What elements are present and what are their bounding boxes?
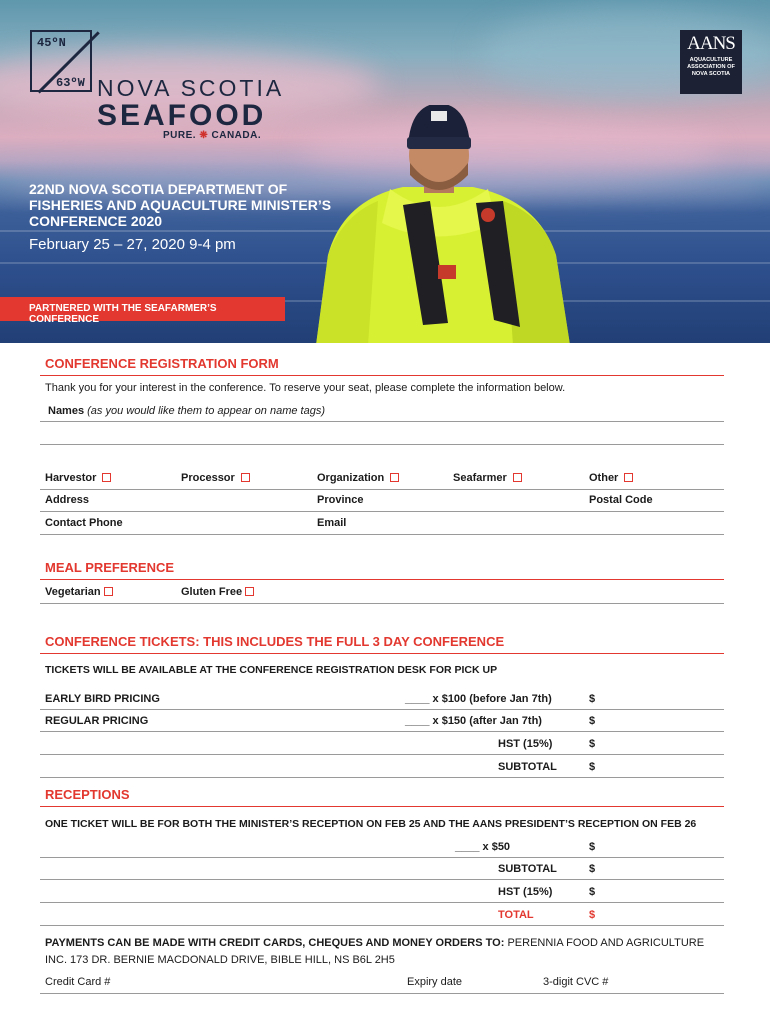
regular-price: ____ x $150 (after Jan 7th) [405,715,542,727]
aans-subtitle: AQUACULTURE ASSOCIATION OF NOVA SCOTIA [687,57,735,77]
category-organization[interactable]: Organization [317,472,399,484]
meal-heading: MEAL PREFERENCE [45,560,175,575]
tickets-hst-label: HST (15%) [498,738,553,750]
total-label: TOTAL [498,909,534,921]
email-label: Email [317,517,347,529]
tickets-notice: TICKETS WILL BE AVAILABLE AT THE CONFERENCE REGISTRATION DESK FOR PICK UP [45,664,498,676]
address-field-line[interactable] [40,511,724,512]
registration-heading: CONFERENCE REGISTRATION FORM [45,356,279,371]
early-bird-label: EARLY BIRD PRICING [45,693,160,705]
reception-subtotal-label: SUBTOTAL [498,863,557,875]
receptions-notice: ONE TICKET WILL BE FOR BOTH THE MINISTER’S RECEPTION ON FEB 25 AND THE AANS PRESIDENT’S RECEPTION ON FEB 26 [45,818,697,830]
names-label: Names [48,405,85,417]
reception-hst-label: HST (15%) [498,886,553,898]
processor-checkbox[interactable] [241,473,250,482]
tickets-subtotal-label: SUBTOTAL [498,761,557,773]
address-label: Address [45,494,90,506]
expiry-date-label: Expiry date [407,976,463,988]
cvc-label: 3-digit CVC # [543,976,609,988]
partner-banner: PARTNERED WITH THE SEAFARMER’S CONFERENCE [0,297,285,321]
aans-mark: AANS [687,33,735,54]
conference-title: 22ND NOVA SCOTIA DEPARTMENT OF FISHERIES AND AQUACULTURE MINISTER’S CONFERENCE 2020 [29,181,332,229]
logo-latitude: 45ºN [37,36,66,50]
names-label-row [48,405,325,417]
tickets-heading: CONFERENCE TICKETS: THIS INCLUDES THE FULL 3 DAY CONFERENCE [45,634,505,649]
conference-date: February 25 – 27, 2020 9-4 pm [29,236,236,253]
gluten-free-checkbox[interactable] [245,587,254,596]
credit-card-label: Credit Card # [45,976,111,988]
tickets-subtotal-amount[interactable]: $ [589,761,596,773]
names-line-1[interactable] [40,421,724,422]
category-harvestor[interactable]: Harvestor [45,472,111,484]
receptions-heading: RECEPTIONS [45,787,130,802]
logo-longitude: 63ºW [56,76,85,90]
other-checkbox[interactable] [624,473,633,482]
payment-instructions [45,937,704,949]
total-amount[interactable]: $ [589,909,596,921]
ns-seafood-logo-mark [30,30,92,92]
category-seafarmer[interactable]: Seafarmer [453,472,522,484]
meal-vegetarian[interactable]: Vegetarian [45,586,113,598]
names-hint: (as you would like them to appear on name tags) [87,405,325,417]
payment-lead: PAYMENTS CAN BE MADE WITH CREDIT CARDS, CHEQUES AND MONEY ORDERS TO: [45,937,505,949]
harvestor-checkbox[interactable] [102,473,111,482]
province-label: Province [317,494,364,506]
names-line-2[interactable] [40,444,724,445]
vegetarian-checkbox[interactable] [104,587,113,596]
organization-checkbox[interactable] [390,473,399,482]
aans-logo [680,30,742,94]
payment-field-line[interactable] [40,993,724,994]
tickets-hst-amount[interactable]: $ [589,738,596,750]
brand-seafood: SEAFOOD [97,99,267,132]
category-processor[interactable]: Processor [181,472,250,484]
brand-nova-scotia: NOVA SCOTIA [97,75,285,101]
category-other[interactable]: Other [589,472,633,484]
early-bird-price: ____ x $100 (before Jan 7th) [405,693,552,705]
brand-tagline: PURE. ❋ CANADA. [163,130,262,141]
reception-hst-amount[interactable]: $ [589,886,596,898]
heading-divider [40,375,724,376]
reception-subtotal-amount[interactable]: $ [589,863,596,875]
regular-label: REGULAR PRICING [45,715,149,727]
postal-code-label: Postal Code [589,494,653,506]
payment-address: INC. 173 DR. BERNIE MACDONALD DRIVE, BIBLE HILL, NS B6L 2H5 [45,954,395,966]
regular-amount[interactable]: $ [589,715,596,727]
early-bird-amount[interactable]: $ [589,693,596,705]
registration-intro: Thank you for your interest in the conference. To reserve your seat, please complete the information below. [45,382,566,394]
meal-gluten-free[interactable]: Gluten Free [181,586,254,598]
reception-price: ____ x $50 [455,841,511,853]
hero-banner [0,0,770,343]
payment-payee: PERENNIA FOOD AND AGRICULTURE [504,937,705,949]
contact-field-line[interactable] [40,534,724,535]
contact-phone-label: Contact Phone [45,517,123,529]
maple-leaf-icon: ❋ [199,130,209,141]
fisherman-photo [298,105,578,343]
reception-amount[interactable]: $ [589,841,596,853]
seafarmer-checkbox[interactable] [513,473,522,482]
